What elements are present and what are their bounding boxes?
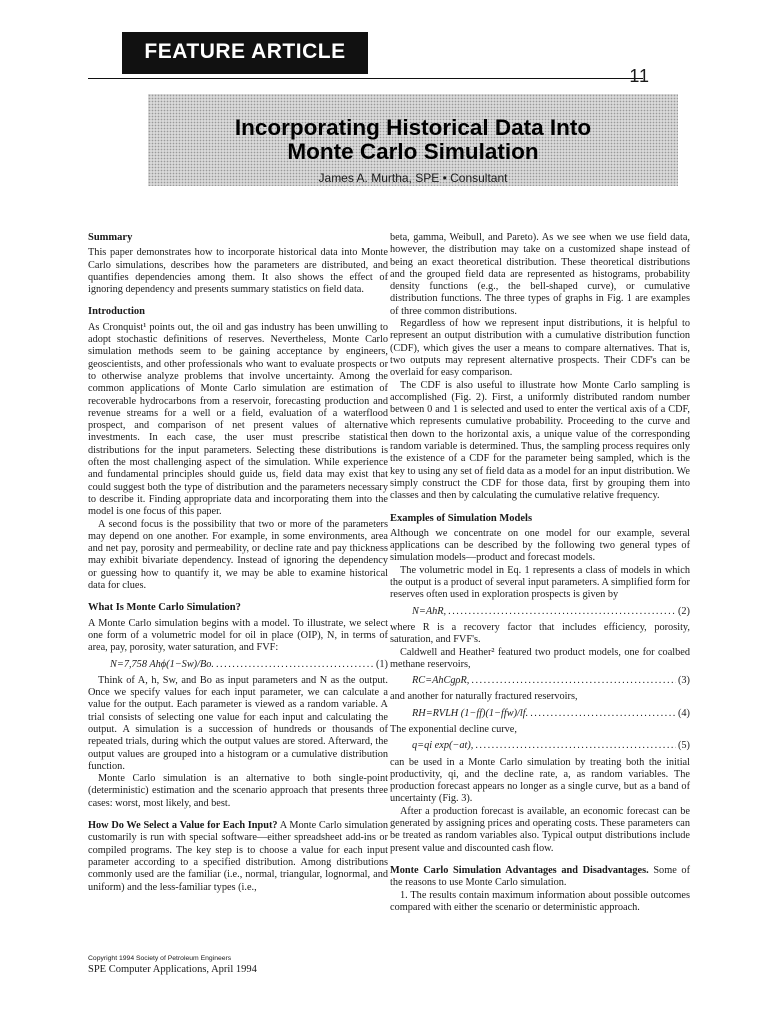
equation-5-number: (5) — [677, 740, 690, 752]
examples-paragraph-1: Although we concentrate on one model for our example, several applications can be described by the following two general types of simulation models—product and forecast models. — [390, 527, 690, 564]
equation-1-number: (1) — [375, 658, 388, 670]
summary-heading: Summary — [88, 232, 133, 243]
feature-article-banner: FEATURE ARTICLE — [122, 32, 368, 74]
equation-leader-dots — [471, 675, 676, 687]
advantages-text: Some of the reasons to use Monte Carlo simulation. — [390, 864, 690, 889]
introduction-paragraph-1: As Cronquist¹ points out, the oil and gas industry has been unwilling to adopt stochastic definitions of reserves. Nevertheless, Monte Carlo simulation methods seem to be gaining acceptance by engineers, geoscientists, and other professionals who want to evaluate prospects or to otherwise analyze problems that involve uncertainty. Among the common applications of Monte Carlo simulation are estimation of recoverable hydrocarbons from a reservoir, forecasting production and revenue streams for a well or a field, evaluation of a waterflood prospect, and comparison of net present values of alternative investments. In each case, the user must prescribe statistical distributions for the input parameters. Selecting these distributions is often the most challenging aspect of the simulation. While experience and fundamental principles should guide us, field data may exist that could suggest both the type of distribution and the parameters necessary to describe it. Finding appropriate data and incorporating them into the model is one focus of this paper. — [88, 321, 388, 518]
equation-2-number: (2) — [677, 605, 690, 617]
equation-leader-dots — [448, 606, 676, 618]
examples-paragraph-3: where R is a recovery factor that includes efficiency, porosity, saturation, and FVF's. — [390, 621, 690, 646]
author-line: James A. Murtha, SPE • Consultant — [318, 171, 508, 185]
equation-5 — [412, 740, 690, 752]
examples-paragraph-6: The exponential decline curve, — [390, 723, 517, 735]
page-footer — [88, 954, 388, 976]
equation-3-number: (3) — [677, 675, 690, 687]
summary-text: This paper demonstrates how to incorporate historical data into Monte Carlo simulations, describes how the parameters are distributed, and quantifies dependencies among them. It also shows the effect of ignoring dependency and presents summary statistics on field data. — [88, 247, 388, 296]
equation-1 — [110, 659, 388, 671]
examples-paragraph-4: Caldwell and Heather² featured two product models, one for coalbed methane reservoirs, — [390, 646, 690, 670]
examples-heading: Examples of Simulation Models — [390, 512, 533, 524]
equation-leader-dots — [216, 659, 374, 671]
introduction-heading: Introduction — [88, 306, 145, 318]
left-column — [88, 232, 388, 894]
equation-5-expression: q=qi exp(−at), — [412, 740, 474, 752]
equation-leader-dots — [530, 708, 676, 720]
advantages-item-1: 1. The results contain maximum information about possible outcomes compared with either the scenario or deterministic approach. — [390, 889, 690, 913]
header-rule — [88, 78, 643, 79]
examples-paragraph-7: can be used in a Monte Carlo simulation by treating both the initial productivity, qi, and the decline rate, a, as random variables. The production forecast appears no longer as a single curve, but as a band of uncertainty (Fig. 3). — [390, 756, 690, 805]
examples-paragraph-5: and another for naturally fractured reservoirs, — [390, 691, 578, 703]
introduction-paragraph-2: A second focus is the possibility that two or more of the parameters may depend on one another. For example, in some environments, area and net pay, porosity and permeability, or decline rate and pay thickness may exhibit bivariate dependency. Instead of ignoring the dependency or guessing how to quantify it, we may be able to examine historical data for clues. — [88, 518, 388, 592]
what-is-monte-carlo-heading: What Is Monte Carlo Simulation? — [88, 602, 241, 614]
select-value-runin-heading: How Do We Select a Value for Each Input? — [88, 820, 278, 832]
equation-1-expression: N=7,758 Ahϕ(1−Sw)/Bo. — [110, 658, 214, 670]
equation-4-expression: RH=RVLH (1−ff)(1−ffw)/lf. — [412, 707, 529, 719]
title-line-2: Monte Carlo Simulation — [287, 139, 539, 164]
what-is-paragraph-1: A Monte Carlo simulation begins with a model. To illustrate, we select one form of a volumetric model for oil in place (OIP), N, in terms of area, pay, porosity, water saturation, and FVF: — [88, 617, 388, 654]
sampling-paragraph: The CDF is also useful to illustrate how Monte Carlo sampling is accomplished (Fig. 2). First, a uniformly distributed random number between 0 and 1 is selected and used to enter the vertical axis of a CDF, which represents cumulative probability. Proceeding to the curve and then down to the horizontal axis, a unique value of the corresponding random variable is determined. Thus, the sampling process requires only the existence of a CDF for the parameter being sampled, which is the key to using any set of field data as a model for an input distribution. We simply construct the CDF for those data, first by grouping them into classes and then by calculating the cumulative relative frequency. — [390, 379, 690, 502]
equation-4-number: (4) — [677, 707, 690, 719]
equation-2-expression: N=AhR, — [412, 605, 447, 617]
article-title — [148, 116, 678, 164]
equation-3-expression: RC=AhCgρR, — [412, 675, 470, 687]
advantages-runin-heading: Monte Carlo Simulation Advantages and Disadvantages. — [390, 864, 649, 876]
select-value-paragraph — [88, 820, 388, 894]
cdf-paragraph: Regardless of how we represent input distributions, it is helpful to represent an output distribution with a cumulative distribution function (CDF), which gives the user a means to compare alternatives. That is, two outputs may represent alternative prospects. Their CDF's can be overlaid for easy comparison. — [390, 318, 690, 379]
equation-2 — [412, 606, 690, 618]
journal-citation: SPE Computer Applications, April 1994 — [88, 964, 257, 975]
right-column — [390, 232, 690, 914]
select-value-text: A Monte Carlo simulation customarily is run with special software—either spreadsheet add-ins or compiled programs. The key step is to choose a value for each input parameter according to a specified distribution. Among distributions commonly used are the familiar (i.e., normal, triangular, lognormal, and uniform) and the less-familiar types (i.e., — [88, 820, 388, 893]
what-is-paragraph-2: Think of A, h, Sw, and Bo as input parameters and N as the output. Once we specify values for each input parameter, we can calculate a value for the output. Each parameter is viewed as a random variable. A trial consists of selecting one value for each input and calculating the output. A simulation is a succession of hundreds or thousands of repeated trials, during which the output values are stored. Afterward, the output values are grouped into a histogram or a cumulative distribution function. — [88, 674, 388, 772]
examples-paragraph-2: The volumetric model in Eq. 1 represents a class of models in which the output is a product of several input parameters. A simplified form for reserves often used in exploration prospects is given by — [390, 564, 690, 601]
equation-leader-dots — [475, 740, 676, 752]
examples-paragraph-8: After a production forecast is available, an economic forecast can be generated by assigning prices and operating costs. These parameters can be treated as random variables also. Typical output distributions include present value and discounted cash flow. — [390, 805, 690, 854]
distributions-paragraph: beta, gamma, Weibull, and Pareto). As we see when we use field data, however, the distribution may take on a customized shape instead of being an exact theoretical distribution. These theoretical distributions and the grouped field data are represented as histograms, probability density functions (e.g., the bell-shaped curve), or cumulative distribution functions. The three types of graphs in Fig. 1 are examples of three common distributions. — [390, 232, 690, 317]
advantages-paragraph — [390, 865, 690, 890]
page-number: 11 — [629, 66, 650, 86]
title-line-1: Incorporating Historical Data Into — [234, 115, 592, 140]
what-is-paragraph-3: Monte Carlo simulation is an alternative to both single-point (deterministic) estimation and the scenario approach that presents three cases: worst, most likely, and best. — [88, 773, 388, 809]
equation-4 — [412, 708, 690, 720]
copyright-notice: Copyright 1994 Society of Petroleum Engineers — [88, 955, 232, 962]
equation-3 — [412, 675, 690, 687]
